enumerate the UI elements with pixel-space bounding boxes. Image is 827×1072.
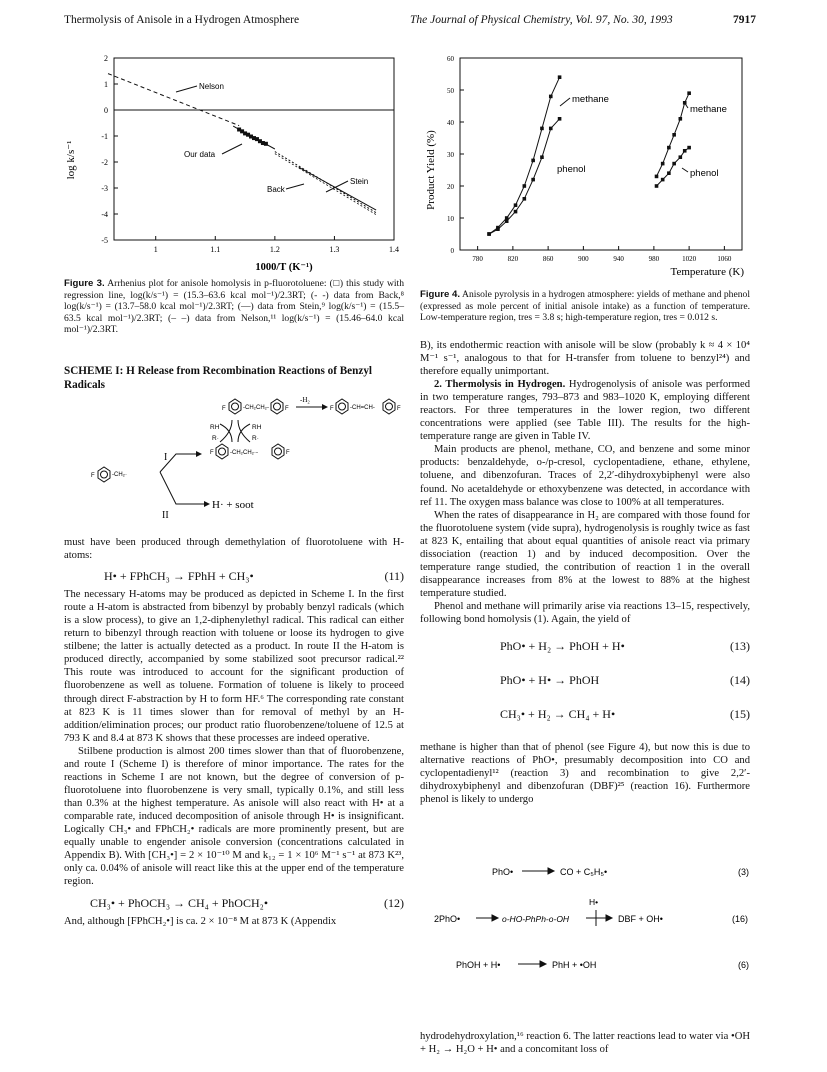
svg-text:F: F	[397, 406, 401, 412]
fig4-methane-point	[531, 159, 535, 163]
fig4-phenol-point	[661, 178, 665, 182]
fig4-plot-frame	[460, 58, 742, 250]
eq14-number: (14)	[730, 673, 750, 688]
fig3-ytick-label: 2	[104, 54, 108, 63]
fig3-xtick-label: 1.2	[269, 245, 280, 254]
fig4-label-methane-high: methane	[690, 104, 727, 115]
svg-text:-CH₂CH₂·-: -CH₂CH₂·-	[230, 450, 258, 456]
eq11-number: (11)	[384, 569, 404, 584]
fig4-phenol-point	[540, 155, 544, 159]
fig3-label-back: Back	[267, 185, 285, 194]
scheme1-minus-h2: -H₂	[300, 396, 310, 404]
fig4-xtick-label: 900	[578, 255, 589, 263]
fig4-phenol-point	[687, 146, 691, 150]
fig4-phenol-high-pointer	[682, 168, 688, 172]
figure-3-arrhenius-plot	[64, 44, 404, 272]
fig3-xtick-label: 1.4	[389, 245, 399, 254]
equation-15	[500, 708, 750, 721]
fig3-label-our-data: Our data	[184, 150, 216, 159]
fig3-ytick-label: -5	[101, 236, 108, 245]
fig4-methane-point	[667, 146, 671, 150]
eq13-formula: PhO• + H₂ → PhOH + H•	[500, 639, 625, 654]
fig4-series-phenol-line	[489, 119, 559, 234]
fig4-xtick-label: 1060	[717, 255, 732, 263]
fig3-nelson-pointer	[176, 86, 197, 92]
journal-citation: The Journal of Physical Chemistry, Vol. 97, No. 30, 1993	[410, 14, 673, 26]
fig4-label-methane-low: methane	[572, 94, 609, 105]
equation-12	[90, 897, 404, 910]
fig4-caption-label: Figure 4.	[420, 289, 461, 300]
fig4-ytick-label: 0	[450, 247, 454, 255]
svg-text:F: F	[210, 450, 214, 456]
svg-text:F: F	[285, 406, 289, 412]
fig3-xtick-label: 1.1	[210, 245, 221, 254]
svg-text:-CH=CH-: -CH=CH-	[350, 405, 375, 411]
rx16-middle: o-HO-PhPh-o-OH	[502, 914, 570, 924]
fig4-phenol-point	[679, 155, 683, 159]
rx3-left: PhO•	[492, 867, 514, 877]
left-paragraph-3: Stilbene production is almost 200 times slower than that of fluorobenzene, and route I (Scheme I) is therefore of minor importance. The rates for the reactions in Scheme I are not known, but the degree of conversion of p-fluorotoluene into fluorobenzene is very small, typically 0.1%, and still less than 0.3% at the highest temperature. As anisole will also react with H• at a comparable rate, induced decomposition of anisole through H• is insignificant. Logically CH₃• and FPhCH₂• radicals are more prominently present, but are equally unable to engender anisole conversion (concentrations calculated in Appendix B). With [CH₃•] = 2 × 10⁻¹⁰ M and k₁₂ = 1 × 10⁶ M⁻¹ s⁻¹ at 873 K²³, only ca. 0.04% of anisole will react like this at the upper end of the temperature region.	[64, 745, 404, 888]
fig4-methane-point	[540, 127, 544, 131]
equation-13	[500, 640, 750, 653]
eq12-number: (12)	[384, 896, 404, 911]
fig4-xtick-label: 1020	[682, 255, 697, 263]
eq12-formula: CH₃• + PhOCH₃ → CH₄ + PhOCH₂•	[90, 896, 269, 911]
fig4-phenol-point	[531, 178, 535, 182]
fig4-ytick-label: 20	[447, 183, 454, 191]
fig4-phenol-point	[672, 162, 676, 166]
fig3-xlabel: 1000/T (K⁻¹)	[255, 262, 313, 272]
fig3-back-pointer	[286, 184, 304, 189]
scheme-1-diagram	[64, 392, 404, 522]
right-paragraph-1: B), its endothermic reaction with anisole will be slow (probably k ≈ 4 × 10⁴ M⁻¹ s⁻¹, analogous to that for H-transfer from toluene to benzyl²⁴) and therefore equally unimportant.	[420, 340, 750, 378]
rx16-right: DBF + OH•	[618, 914, 663, 924]
svg-text:-CH₂·: -CH₂·	[112, 472, 127, 478]
figure-3-caption	[64, 278, 404, 336]
scheme-1-title: SCHEME I: H Release from Recombination Reactions of Benzyl Radicals	[64, 365, 373, 391]
fig4-methane-point	[655, 175, 659, 179]
reaction-scheme-3-16-6	[420, 856, 750, 976]
svg-text:F: F	[91, 473, 95, 479]
equation-14	[500, 674, 750, 687]
right-paragraph-3: Main products are phenol, methane, CO, and benzene and some minor products: benzaldehyde, o-/p-cresol, cyclopentadiene, ethane, ethylene, toluene, and dibenzofuran. Traces of 2,2′-dihydroxybiphenyl were also found. No acetaldehyde or ethoxybenzene was detected, in accordance with ref 11. The oxygen mass balance was close to 100% at all temperatures.	[420, 444, 750, 508]
svg-text:F: F	[222, 406, 226, 412]
scheme1-r-right: R·	[252, 435, 259, 442]
fig4-phenol-point	[558, 117, 562, 121]
fig4-xtick-label: 860	[542, 255, 554, 263]
left-paragraph-2: The necessary H-atoms may be produced as depicted in Scheme I. In the first route a H-atom is abstracted from bibenzyl by probably benzyl radicals (which is a slow process), to give an 1,2-diphenylethyl radical. This radical can either return to bibenzyl through reaction with toluene or loose its hydrogen to give stilbene; the latter is actually detected as a product. In route II the H-atom is produced directly, accompanied by some stabilized soot precursor radical.²² This route was introduced to account for the significant production of fluorobenzene as well as toluene. Formation of toluene is likely to proceed through direct F-abstraction by H to form HF.⁶ The corresponding rate constant at 823 K is 11 times slower than for removal of methyl by an H-addition/elimination proces; our product ratio fluorobenzene/toluene of 12.5 at 793 K and 8.4 at 873 K shows that these processes are indeed operative.	[64, 589, 404, 744]
left-column-text	[64, 536, 404, 928]
fig4-phenol-point	[505, 219, 509, 223]
fig4-ytick-label: 50	[447, 87, 454, 95]
fig4-methane-point	[523, 184, 527, 188]
eq14-formula: PhO• + H• → PhOH	[500, 673, 600, 688]
right-paragraph-2-text: Hydrogenolysis of anisole was performed in two temperature ranges, 793–873 and 983–1020 K, employing different reactors. For three temperatures in the lower region, two different concentrations were applied (see Table III). The results for the high-temperature range are given in Table IV.	[420, 379, 750, 443]
fig3-caption-label: Figure 3.	[64, 278, 105, 289]
fig3-plot-frame	[114, 58, 394, 240]
fig3-stein-pointer	[326, 181, 348, 192]
rx16-left: 2PhO•	[434, 914, 461, 924]
right-paragraph-5: Phenol and methane will primarily arise via reactions 13–15, respectively, following bond homolysis (1). Again, the yield of	[420, 600, 750, 625]
fig4-phenol-point	[655, 184, 659, 188]
fig4-xlabel: Temperature (K)	[670, 266, 744, 278]
fig4-phenol-point	[549, 127, 553, 131]
fig4-caption-text: Anisole pyrolysis in a hydrogen atmosphere: yields of methane and phenol (expressed as mole percent of initial anisole intake) as a function of temperature. Low-temperature region, tres = 3.8 s; high-temperature region, tres = 0.012 s.	[420, 289, 751, 323]
eq15-formula: CH₃• + H₂ → CH₄ + H•	[500, 707, 616, 722]
fig4-ytick-label: 10	[447, 215, 454, 223]
fig4-methane-point	[672, 133, 676, 137]
rx3-right: CO + C₅H₅•	[560, 867, 608, 877]
fig4-phenol-point	[523, 197, 527, 201]
fig3-xtick-label: 1.3	[329, 245, 340, 254]
fig3-ytick-label: -4	[101, 210, 108, 219]
fig4-methane-point	[549, 95, 553, 99]
fig3-ytick-label: -2	[101, 158, 108, 167]
fig4-xtick-label: 940	[613, 255, 624, 263]
rx6-right: PhH + •OH	[552, 960, 597, 970]
eq13-number: (13)	[730, 639, 750, 654]
right-column-text	[420, 339, 750, 806]
right-column-bottom-text: hydrodehydroxylation,¹⁶ reaction 6. The latter reactions lead to water via •OH + H₂ → H₂O + H• and a concomitant loss of	[420, 1031, 750, 1056]
left-paragraph-4: And, although [FPhCH₂•] is ca. 2 × 10⁻⁸ M at 873 K (Appendix	[64, 916, 337, 928]
fig4-label-phenol-low: phenol	[557, 164, 586, 175]
fig4-xtick-label: 820	[507, 255, 519, 263]
equation-11	[104, 570, 404, 583]
fig3-ylabel: log k/s⁻¹	[65, 140, 77, 180]
scheme1-r-left: R·	[212, 435, 219, 442]
fig4-methane-point	[687, 91, 691, 95]
rx3-number: (3)	[738, 867, 749, 877]
fig3-caption-text: Arrhenius plot for anisole homolysis in p-fluorotoluene: (□) this study with regression line, log(k/s⁻¹) = (15.3–63.6 kcal mol⁻¹)/2.3RT; (- -) data from Back,⁸ log(k/s⁻¹) = (13.7–58.0 kcal mol⁻¹)/2.3RT; (—) data from Stein,⁹ log(k/s⁻¹) = (15.5–63.5 kcal mol⁻¹)/2.3RT; (– –) data from Nelson,¹¹ log(k/s⁻¹) = (15.46–64.0 kcal mol⁻¹)/2.3RT.	[64, 278, 405, 335]
svg-text:F: F	[330, 406, 334, 412]
right-paragraph-6: methane is higher than that of phenol (see Figure 4), but now this is due to alternative reactions of PhO•, presumably decomposition into CO and cyclopentadienyl¹² (reaction 3) and recombination to give 2,2′-dihydroxybiphenyl and dibenzofuran (DBF)²⁵ (reaction 16). Furthermore phenol is likely to undergo	[420, 742, 750, 806]
section-heading-thermolysis: 2. Thermolysis in Hydrogen.	[434, 379, 566, 391]
rx16-h-radical: H•	[589, 897, 599, 907]
fig3-line-stein	[299, 167, 376, 210]
svg-text:F: F	[286, 450, 290, 456]
fig4-phenol-point	[487, 232, 491, 236]
fig4-phenol-point	[514, 210, 518, 214]
rx6-left: PhOH + H•	[456, 960, 501, 970]
running-header-title: Thermolysis of Anisole in a Hydrogen Atmosphere	[64, 14, 300, 26]
left-paragraph-1: must have been produced through demethylation of fluorotoluene with H-atoms:	[64, 537, 404, 562]
fig4-series-methane-line	[489, 77, 559, 234]
fig4-phenol-point	[667, 171, 671, 175]
fig4-methane-point	[514, 203, 518, 207]
fig3-ytick-label: -3	[101, 184, 108, 193]
fig3-xtick-label: 1	[153, 245, 158, 254]
fig4-ytick-label: 60	[447, 55, 454, 63]
fig4-label-phenol-high: phenol	[690, 168, 719, 179]
fig3-label-stein: Stein	[350, 177, 369, 186]
figure-4-yield-plot	[420, 44, 750, 280]
fig4-methane-point	[679, 117, 683, 121]
fig4-ytick-label: 40	[447, 119, 454, 127]
scheme1-h-soot: H· + soot	[212, 499, 254, 511]
svg-text:-CH₂CH₂-: -CH₂CH₂-	[243, 405, 269, 411]
page-number: 7917	[733, 14, 756, 26]
right-paragraph-2	[420, 378, 750, 443]
scheme1-route-2-label: II	[162, 510, 169, 521]
fig4-ytick-label: 30	[447, 151, 454, 159]
fig4-ylabel: Product Yield (%)	[425, 130, 437, 210]
fig4-phenol-point	[496, 227, 500, 231]
scheme1-rh-left: RH	[210, 424, 220, 431]
eq15-number: (15)	[730, 707, 750, 722]
rx16-number: (16)	[732, 914, 749, 924]
fig4-xtick-label: 780	[472, 255, 483, 263]
fig3-ytick-label: 1	[104, 80, 108, 89]
fig4-phenol-point	[683, 149, 687, 153]
fig3-ytick-label: -1	[101, 132, 108, 141]
fig4-methane-low-pointer	[560, 98, 570, 106]
fig3-label-nelson: Nelson	[199, 82, 224, 91]
right-paragraph-4: When the rates of disappearance in H₂ are compared with those found for the fluorotoluene system (vide supra), hydrogenolysis is roughly twice as fast at 823 K, entailing that about equal quantities of anisole react via primary dissociation (reaction 1) and by induced decomposition. Over the temperature range studied, the contribution of reaction 1 in the overall disappearance increases from 8% at the lowest to 88% at the highest temperature studied.	[420, 509, 750, 599]
fig3-ytick-label: 0	[104, 106, 108, 115]
fig4-xtick-label: 980	[648, 255, 660, 263]
fig3-ourdata-pointer	[222, 144, 242, 154]
eq11-formula: H• + FPhCH₃ → FPhH + CH₃•	[104, 569, 254, 584]
fig4-methane-point	[558, 75, 562, 79]
scheme1-route-1-label: I	[164, 452, 168, 463]
figure-4-caption	[420, 289, 750, 324]
scheme1-rh-right: RH	[252, 424, 262, 431]
rx6-number: (6)	[738, 960, 749, 970]
fig4-methane-point	[661, 162, 665, 166]
